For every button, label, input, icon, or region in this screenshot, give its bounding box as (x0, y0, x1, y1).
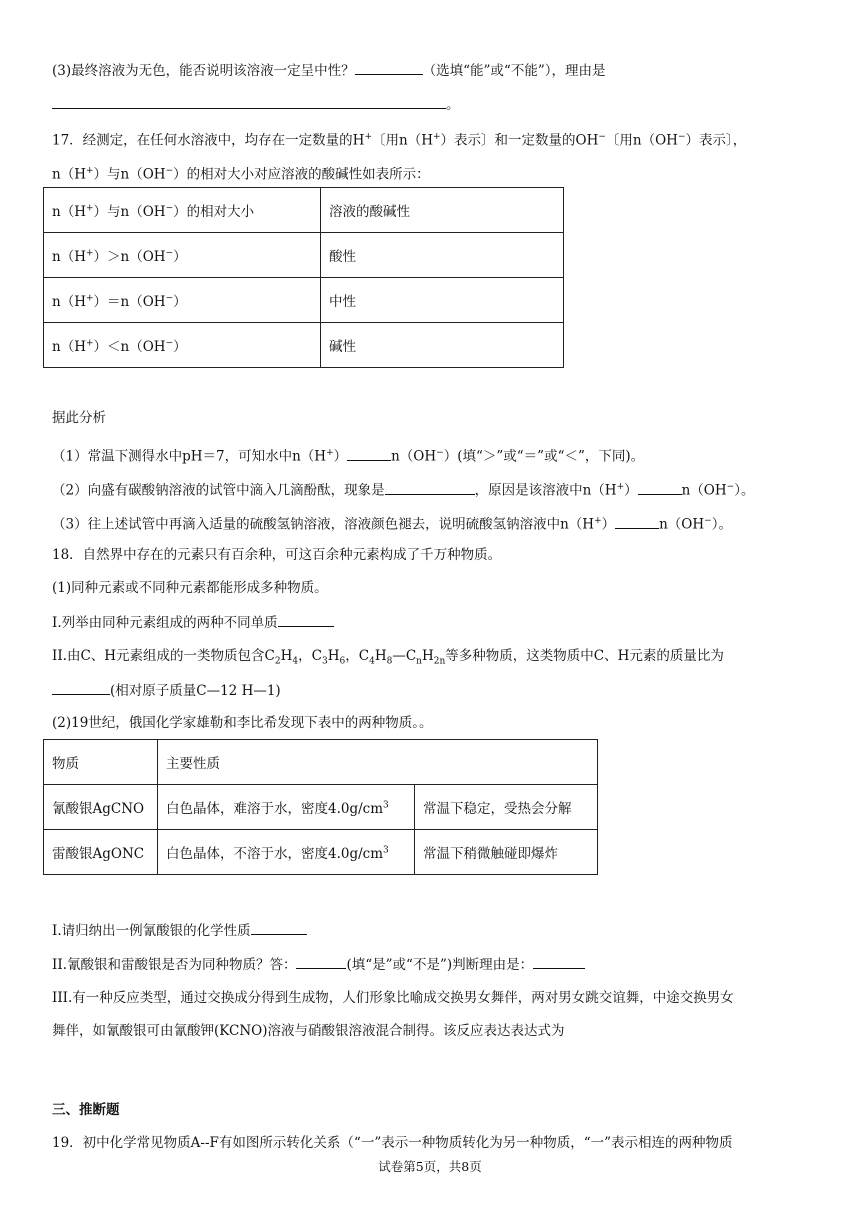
q18-i1: I.列举由同种元素组成的两种不同单质 (52, 612, 820, 633)
q17-intro-2: n（H+）与n（OH−）的相对大小对应溶液的酸碱性如表所示： (52, 166, 430, 183)
answer-blank[interactable] (296, 954, 346, 969)
q17-analysis: 据此分析 (52, 410, 106, 426)
table-cell: 常温下稳定，受热会分解 (415, 785, 598, 830)
q17-part2: （2）向盛有碳酸钠溶液的试管中滴入几滴酚酞，现象是 ，原因是该溶液中n（H+） n（OH−）。 (52, 477, 820, 501)
section-heading: 三、推断题 (52, 1102, 120, 1118)
q19-intro: 19．初中化学常见物质A--F有如图所示转化关系（“一”表示一种物质转化为另一种物质，“一”表示相连的两种物质 (52, 1135, 733, 1151)
table-header-cell: 溶液的酸碱性 (321, 188, 564, 233)
table-cell: n（H+）＜n（OH−） (44, 323, 321, 368)
q18-intro: 18．自然界中存在的元素只有百余种，可这百余种元素构成了千万种物质。 (52, 547, 502, 563)
table-cell: 中性 (321, 278, 564, 323)
answer-blank[interactable] (638, 480, 682, 495)
table-row (44, 323, 564, 368)
q16-reason-line: 。 (52, 94, 820, 115)
table-cell: n（H+）＝n（OH−） (44, 278, 321, 323)
table-cell: 白色晶体，难溶于水，密度$4.0g/cm^3$ (158, 785, 415, 830)
table-header-cell: 主要性质 (158, 740, 598, 785)
substance-table (43, 739, 598, 875)
acidity-table (43, 187, 564, 368)
table-row (44, 830, 598, 875)
answer-blank[interactable] (52, 94, 446, 109)
table-cell: 常温下稍微触碰即爆炸 (415, 830, 598, 875)
q18-iii-line1: III.有一种反应类型，通过交换成分得到生成物，人们形象比喻成交换男女舞伴，两对男女跳交谊舞，中途交换男女 (52, 990, 734, 1006)
answer-blank[interactable] (533, 954, 585, 969)
answer-blank[interactable] (52, 680, 110, 695)
answer-blank[interactable] (615, 514, 659, 529)
q18-ii1: II.由C、H元素组成的一类物质包含$C_2H_4$，$C_3H_6$，$C_4H_8—C_nH_{2n}$等多种物质，这类物质中C、H元素的质量比为 (52, 648, 724, 667)
table-row (44, 188, 564, 233)
answer-blank[interactable] (251, 920, 307, 935)
table-cell: 白色晶体，不溶于水，密度$4.0g/cm^3$ (158, 830, 415, 875)
table-header-cell: 物质 (44, 740, 158, 785)
q18-iii-line2: 舞伴，如氰酸银可由氰酸钾(KCNO)溶液与硝酸银溶液混合制得。该反应表达表达式为 (52, 1023, 565, 1039)
table-cell: 碱性 (321, 323, 564, 368)
table-cell: 氰酸银AgCNO (44, 785, 158, 830)
answer-blank[interactable] (278, 612, 334, 627)
q18-ii2: II.氰酸银和雷酸银是否为同种物质？答： (填“是”或“不是”)判断理由是： (52, 954, 820, 975)
table-cell: 雷酸银AgONC (44, 830, 158, 875)
answer-blank[interactable] (347, 446, 391, 461)
table-row (44, 740, 598, 785)
table-row (44, 785, 598, 830)
table-row (44, 278, 564, 323)
table-cell: 酸性 (321, 233, 564, 278)
q18-part1: (1)同种元素或不同种元素都能形成多种物质。 (52, 580, 328, 596)
table-row (44, 233, 564, 278)
q18-i2: I.请归纳出一例氰酸银的化学性质 (52, 920, 820, 941)
table-cell: n（H+）＞n（OH−） (44, 233, 321, 278)
answer-blank[interactable] (385, 480, 475, 495)
page-footer: 试卷第5页，共8页 (378, 1159, 482, 1174)
q18-part2: (2)19世纪，俄国化学家雄勒和李比希发现下表中的两种物质。。 (52, 715, 433, 731)
table-header-cell: n（H+）与n（OH−）的相对大小 (44, 188, 321, 233)
answer-blank[interactable] (355, 60, 423, 75)
q18-ii1-line2: (相对原子质量C—12 H—1) (52, 680, 820, 701)
q16-part3-line: (3)最终溶液为无色，能否说明该溶液一定呈中性？ （选填“能”或“不能”），理由是 (52, 60, 820, 81)
q17-part1: （1）常温下测得水中pH＝7，可知水中n（H+） n（OH−）(填“＞”或“＝”或“＜”，下同)。 (52, 443, 820, 467)
q17-part3: （3）往上述试管中再滴入适量的硫酸氢钠溶液，溶液颜色褪去，说明硫酸氢钠溶液中n（H+） n（OH−）。 (52, 511, 820, 535)
q17-intro: 17．经测定，在任何水溶液中，均存在一定数量的H+〔用n（H+）表示〕和一定数量的OH−〔用n（OH−）表示〕， (52, 132, 747, 149)
